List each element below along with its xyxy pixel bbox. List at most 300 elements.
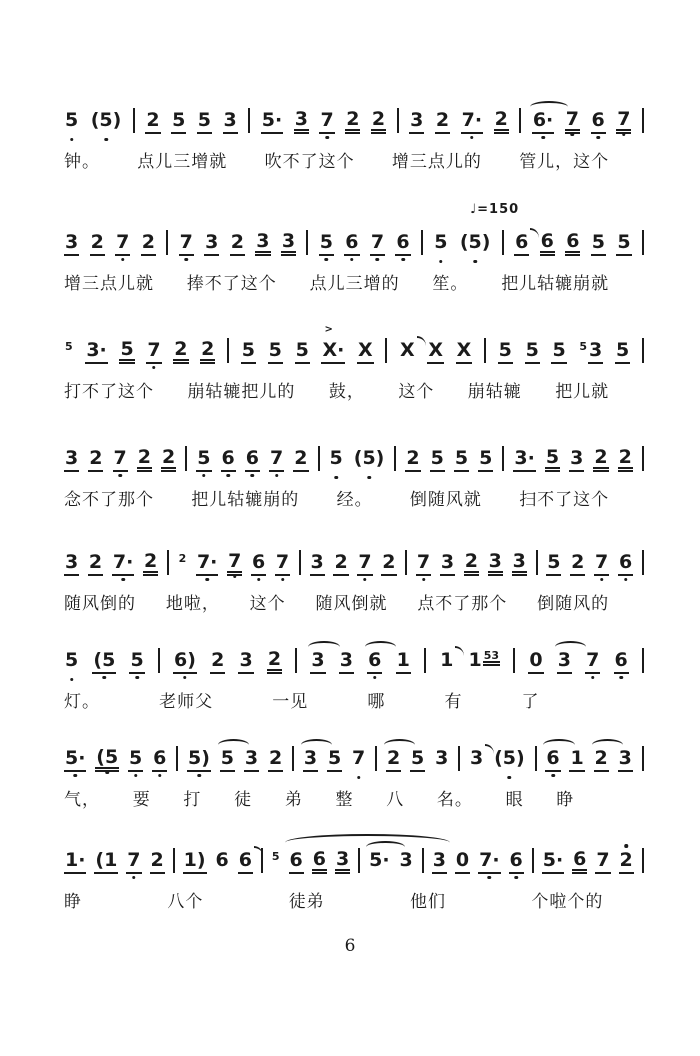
note-glyph: 5 xyxy=(241,341,256,364)
note-glyph: (5 xyxy=(95,748,119,772)
note-glyph: 7 xyxy=(595,851,610,874)
note-glyph: 6 xyxy=(245,449,260,472)
note-glyph: 2 xyxy=(494,110,509,134)
note-glyph: 7· xyxy=(478,851,500,874)
note xyxy=(64,111,79,134)
note-glyph: X xyxy=(399,341,416,364)
lyric-group: 吹不了这个 xyxy=(264,152,355,172)
note-glyph: 5 xyxy=(329,449,344,472)
note xyxy=(85,341,107,364)
octave-dot-low xyxy=(233,575,237,579)
percussion-note xyxy=(357,341,374,364)
note xyxy=(585,651,600,674)
note xyxy=(210,651,225,674)
note-glyph: 6 xyxy=(367,651,382,674)
note xyxy=(293,449,308,472)
barline xyxy=(513,648,515,673)
octave-dot-low xyxy=(251,474,255,478)
octave-dot-low xyxy=(104,138,108,142)
octave-dot-low xyxy=(600,578,604,582)
barline xyxy=(535,746,537,771)
note-glyph: 3 xyxy=(64,233,79,256)
note xyxy=(513,449,535,472)
lyric-group: 点不了那个 xyxy=(417,594,508,614)
note-glyph: 7 xyxy=(319,111,334,134)
note xyxy=(150,851,165,874)
note xyxy=(241,341,256,364)
octave-dot-low xyxy=(541,136,545,140)
lyric-group: 徒 xyxy=(234,790,253,810)
note xyxy=(459,233,492,256)
note-glyph: 5 xyxy=(64,111,79,134)
note-glyph: 2 xyxy=(435,111,450,134)
note-glyph: (5) xyxy=(353,449,386,472)
note xyxy=(137,448,152,472)
octave-dot-low xyxy=(596,136,600,140)
octave-dot-low xyxy=(357,776,361,780)
note xyxy=(464,552,479,576)
note-glyph: 5 xyxy=(454,449,469,472)
note xyxy=(171,111,186,134)
barline xyxy=(375,746,377,771)
barline xyxy=(642,848,644,873)
notation-line xyxy=(64,442,644,472)
note xyxy=(545,749,560,772)
note xyxy=(435,111,450,134)
note-glyph: (1 xyxy=(94,851,118,874)
octave-dot-low xyxy=(422,578,426,582)
note-glyph: X· > xyxy=(321,341,345,364)
barline xyxy=(422,848,424,873)
note-glyph: 3 xyxy=(294,110,309,134)
note-glyph: 7 xyxy=(357,553,372,576)
note xyxy=(94,851,118,874)
lyric-group: 扫不了这个 xyxy=(519,490,610,510)
note xyxy=(545,448,560,472)
lyric-group: 睁 xyxy=(64,892,82,912)
lyric-group: 崩轱辘把儿的 xyxy=(187,382,296,402)
octave-dot-high xyxy=(624,844,628,848)
note-glyph: 3 xyxy=(432,851,447,874)
note-glyph: 5 xyxy=(64,651,79,674)
barline xyxy=(295,648,297,673)
octave-dot-low xyxy=(367,476,371,480)
note xyxy=(204,233,219,256)
note xyxy=(312,850,327,874)
lyric-group: 了 xyxy=(521,692,540,712)
octave-dot-low xyxy=(197,774,201,778)
octave-dot-low xyxy=(325,258,329,262)
note xyxy=(396,651,411,674)
note xyxy=(565,232,580,256)
note xyxy=(64,851,86,874)
note-glyph: 3 xyxy=(238,651,253,674)
octave-dot-low xyxy=(70,678,74,682)
note-glyph: 3 xyxy=(64,449,79,472)
note-glyph: 3 xyxy=(281,232,296,256)
note-glyph: 7 xyxy=(594,553,609,576)
octave-dot-low xyxy=(376,258,380,262)
note xyxy=(616,110,631,134)
octave-dot-low xyxy=(158,774,162,778)
note-glyph: 2 xyxy=(88,449,103,472)
lyric-group: 一见 xyxy=(272,692,309,712)
music-system-1 xyxy=(64,104,644,172)
note xyxy=(498,341,513,364)
lyric-group: 徒弟 xyxy=(288,892,325,912)
note-glyph: 2 xyxy=(371,110,386,134)
note xyxy=(295,341,310,364)
lyric-group: 八个 xyxy=(167,892,204,912)
barline xyxy=(394,446,396,471)
note-glyph: 2 xyxy=(173,340,188,364)
music-system-8 xyxy=(64,844,644,912)
barline xyxy=(306,230,308,255)
barline xyxy=(536,550,538,575)
note-glyph: 3 xyxy=(588,341,603,364)
note-glyph: 3 xyxy=(618,749,633,772)
note-glyph: 3 xyxy=(310,553,325,576)
note xyxy=(405,449,420,472)
note xyxy=(196,553,218,576)
note-glyph: 3 xyxy=(335,850,350,874)
note xyxy=(546,553,561,576)
note xyxy=(542,851,564,874)
note xyxy=(335,850,350,874)
octave-dot-low xyxy=(622,133,626,137)
note xyxy=(433,233,448,256)
barline xyxy=(185,446,187,471)
note xyxy=(310,651,325,674)
note-glyph: 2 xyxy=(90,233,105,256)
note-glyph: 7 xyxy=(115,233,130,256)
note-glyph: 2 xyxy=(150,851,165,874)
barline xyxy=(424,648,426,673)
note-glyph: 6 xyxy=(238,851,253,874)
note xyxy=(616,233,631,256)
note-glyph: 5 xyxy=(430,449,445,472)
note-glyph: 3 xyxy=(488,552,503,576)
music-system-4 xyxy=(64,442,644,510)
note xyxy=(591,111,606,134)
note-glyph: 3 xyxy=(303,749,318,772)
note-glyph: 5 xyxy=(327,749,342,772)
octave-dot-low xyxy=(401,258,405,262)
note-glyph: 2 xyxy=(145,111,160,134)
octave-dot-low xyxy=(473,260,477,264)
octave-dot-low xyxy=(183,676,187,680)
note-glyph: 1· xyxy=(64,851,86,874)
note xyxy=(540,232,555,256)
note xyxy=(141,233,156,256)
note xyxy=(618,553,633,576)
note xyxy=(281,232,296,256)
note xyxy=(251,553,266,576)
note xyxy=(494,110,509,134)
note xyxy=(161,448,176,472)
octave-dot-low xyxy=(334,476,338,480)
note xyxy=(591,233,606,256)
note xyxy=(230,233,245,256)
lyric-group: 把儿轱辘崩就 xyxy=(501,274,610,294)
lyric-group: 这个 xyxy=(398,382,435,402)
note xyxy=(238,851,253,874)
octave-dot-low xyxy=(350,258,354,262)
barline xyxy=(292,746,294,771)
barline xyxy=(642,108,644,133)
note xyxy=(381,553,396,576)
tempo-marking: ♩=150 xyxy=(470,202,520,217)
note-glyph: 2 xyxy=(293,449,308,472)
note-glyph: 6 xyxy=(540,232,555,256)
note xyxy=(267,650,282,674)
note xyxy=(410,749,425,772)
barline xyxy=(261,848,263,873)
note xyxy=(196,449,211,472)
barline xyxy=(133,108,135,133)
note-glyph: 3 xyxy=(244,749,259,772)
note-glyph: 7 xyxy=(275,553,290,576)
note-glyph: 6 xyxy=(221,449,236,472)
note xyxy=(493,749,526,772)
note-glyph: 7 xyxy=(585,651,600,674)
lyrics-line xyxy=(64,687,540,712)
percussion-note xyxy=(321,324,345,364)
note-glyph: 7 xyxy=(113,449,128,472)
slur-arc xyxy=(530,101,568,113)
note-glyph: 3 xyxy=(223,111,238,134)
note-glyph: 2 xyxy=(200,340,215,364)
note-glyph: 2 xyxy=(178,552,187,565)
note xyxy=(570,553,585,576)
accent-mark: > xyxy=(324,324,333,335)
note-glyph: X xyxy=(456,341,473,364)
note xyxy=(128,749,143,772)
lyric-group: 崩轱辘 xyxy=(467,382,522,402)
note xyxy=(268,749,283,772)
note xyxy=(126,851,141,874)
notation-line xyxy=(64,546,644,576)
notation-line xyxy=(64,844,644,874)
note-glyph: 1 xyxy=(396,651,411,674)
note xyxy=(409,111,424,134)
barline xyxy=(227,338,229,363)
note-glyph: 6 xyxy=(152,749,167,772)
note-glyph: 2 xyxy=(619,851,634,874)
note-glyph: 7 xyxy=(616,110,631,134)
lyric-group: 捧不了这个 xyxy=(186,274,277,294)
note-glyph: 5· xyxy=(368,851,390,874)
music-system-5 xyxy=(64,546,644,614)
note xyxy=(339,651,354,674)
grace-note xyxy=(64,340,74,364)
note xyxy=(200,340,215,364)
lyric-group: 弟 xyxy=(284,790,303,810)
note xyxy=(440,553,455,576)
note-glyph: 6 xyxy=(591,111,606,134)
note xyxy=(227,552,242,576)
note xyxy=(146,341,161,364)
note-glyph: 2 xyxy=(593,448,608,472)
music-system-3 xyxy=(64,324,644,402)
note xyxy=(88,553,103,576)
note-glyph: 2 xyxy=(381,553,396,576)
note-glyph: 6 xyxy=(215,849,229,871)
note-glyph: 5 xyxy=(546,553,561,576)
note xyxy=(345,110,360,134)
note xyxy=(95,748,119,772)
note-glyph: 5 xyxy=(271,850,280,863)
note xyxy=(197,111,212,134)
octave-dot-low xyxy=(508,776,512,780)
music-system-6 xyxy=(64,644,644,712)
barline xyxy=(502,446,504,471)
barline xyxy=(167,550,169,575)
octave-dot-low xyxy=(275,474,279,478)
slur-arc xyxy=(308,641,339,653)
note xyxy=(64,553,79,576)
note xyxy=(294,110,309,134)
note xyxy=(434,749,449,772)
note xyxy=(255,232,270,256)
barline xyxy=(642,446,644,471)
lyric-group: 念不了那个 xyxy=(64,490,154,510)
note xyxy=(152,749,167,772)
note-glyph: 6 xyxy=(344,233,359,256)
lyric-group: 老师父 xyxy=(159,692,214,712)
note xyxy=(115,233,130,256)
barline xyxy=(166,230,168,255)
note xyxy=(399,851,414,874)
note xyxy=(90,111,123,134)
lyrics-line xyxy=(64,589,609,614)
barline xyxy=(385,338,387,363)
barline xyxy=(421,230,423,255)
note xyxy=(245,449,260,472)
octave-dot-low xyxy=(135,676,139,680)
note-glyph: (5) xyxy=(493,749,526,772)
note-glyph: 3· xyxy=(513,449,535,472)
lyric-group: 灯。 xyxy=(64,692,100,712)
slur-arc xyxy=(555,641,586,653)
barline xyxy=(158,648,160,673)
grace-note xyxy=(178,552,188,576)
lyric-group: 睁 xyxy=(556,790,575,810)
note xyxy=(129,651,144,674)
note xyxy=(569,449,584,472)
note xyxy=(268,341,283,364)
lyric-group: 把儿轱辘崩的 xyxy=(191,490,300,510)
note-glyph: 2 xyxy=(464,552,479,576)
note xyxy=(615,341,630,364)
note-glyph: 7 xyxy=(179,233,194,256)
note-glyph: 2 xyxy=(141,233,156,256)
note-glyph: 6 xyxy=(251,553,266,576)
note-glyph: 5 xyxy=(268,341,283,364)
note-glyph: 6 xyxy=(514,233,529,256)
note xyxy=(565,110,580,134)
note xyxy=(112,553,134,576)
lyric-group: 钟。 xyxy=(64,152,100,172)
lyric-group: 打 xyxy=(183,790,202,810)
lyric-group: 地啦， xyxy=(165,594,220,614)
note-glyph: 2 xyxy=(210,651,225,674)
octave-dot-low xyxy=(551,774,555,778)
octave-dot-low xyxy=(624,578,628,582)
note-glyph: 5· xyxy=(261,111,283,134)
barline xyxy=(519,108,521,133)
lyric-group: 眼 xyxy=(505,790,524,810)
note-glyph: 5 xyxy=(551,341,566,364)
octave-dot-low xyxy=(70,138,74,142)
note xyxy=(145,111,160,134)
lyric-group: 打不了这个 xyxy=(64,382,154,402)
octave-dot-low xyxy=(281,578,285,582)
rest-note xyxy=(528,651,543,674)
note xyxy=(238,651,253,674)
note-glyph: 6 xyxy=(395,233,410,256)
note xyxy=(289,851,304,874)
note-glyph: 7 xyxy=(269,449,284,472)
note-glyph: 3 xyxy=(440,553,455,576)
note xyxy=(119,340,134,364)
octave-dot-low xyxy=(121,258,125,262)
lyrics-line xyxy=(64,785,574,810)
barline xyxy=(358,848,360,873)
notation-line xyxy=(64,104,644,134)
octave-dot-low xyxy=(152,366,156,370)
note xyxy=(269,449,284,472)
note xyxy=(478,449,493,472)
octave-dot-low xyxy=(571,133,575,137)
notation-line xyxy=(64,742,644,772)
note-glyph: 0 xyxy=(455,851,470,874)
note xyxy=(173,340,188,364)
note-glyph: 6) xyxy=(173,651,197,674)
note-glyph: 7 xyxy=(416,553,431,576)
lyric-group: 鼓， xyxy=(328,382,365,402)
note-glyph: 5 xyxy=(196,449,211,472)
note-glyph: 5 xyxy=(615,341,630,364)
note xyxy=(557,651,572,674)
note xyxy=(275,553,290,576)
note-glyph: 7· xyxy=(461,111,483,134)
lyrics-line xyxy=(64,269,609,294)
barline xyxy=(299,550,301,575)
note-glyph: X xyxy=(357,341,374,364)
octave-dot-low xyxy=(619,676,623,680)
note xyxy=(351,749,366,772)
note-glyph: 6 xyxy=(509,851,524,874)
note-glyph: 5 xyxy=(525,341,540,364)
octave-dot-low xyxy=(488,876,492,880)
note xyxy=(329,449,344,472)
percussion-note xyxy=(399,341,416,364)
note-glyph: 5· xyxy=(64,749,86,772)
barline xyxy=(642,648,644,673)
lyric-group: 八 xyxy=(386,790,405,810)
note xyxy=(310,553,325,576)
slur-arc xyxy=(365,641,396,653)
note-glyph: 1 xyxy=(569,749,584,772)
barline xyxy=(248,108,250,133)
octave-dot-low xyxy=(106,771,110,775)
grace-note xyxy=(578,341,603,364)
lyric-group: 整 xyxy=(335,790,354,810)
note xyxy=(367,651,382,674)
lyric-group: 他们 xyxy=(410,892,447,912)
note xyxy=(357,553,372,576)
